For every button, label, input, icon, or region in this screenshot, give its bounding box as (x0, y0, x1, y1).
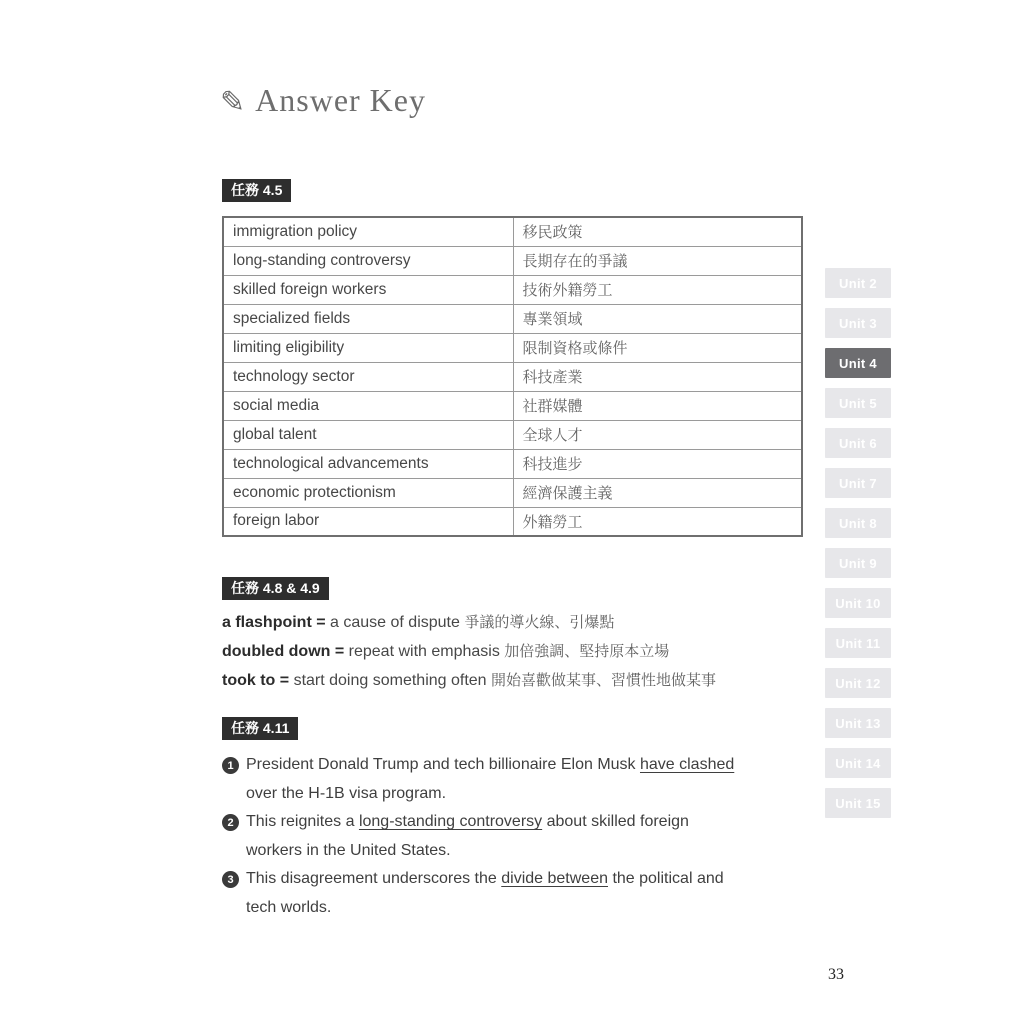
unit-tab-unit-8: Unit 8 (825, 508, 891, 538)
definition-text: start doing something often (293, 672, 492, 689)
vocab-row (223, 333, 802, 362)
sentence-segment: over the H-1B visa program. (246, 784, 447, 802)
vocab-row (223, 507, 802, 536)
unit-tab-unit-2: Unit 2 (825, 268, 891, 298)
task-badge-4-8-4-9: 任務 4.8 & 4.9 (222, 577, 329, 600)
definition-line (222, 666, 822, 695)
vocab-row (223, 304, 802, 333)
vocab-english-cell: long-standing controversy (223, 246, 513, 275)
underlined-phrase: divide between (501, 870, 608, 887)
vocab-english-cell: limiting eligibility (223, 333, 513, 362)
sentence-text (246, 751, 802, 808)
unit-tab-unit-5: Unit 5 (825, 388, 891, 418)
sentence-item (222, 865, 812, 922)
vocab-english-cell: technology sector (223, 362, 513, 391)
pencil-icon: ✎ (220, 85, 246, 119)
definition-term: took to = (222, 672, 294, 689)
vocab-english-cell: global talent (223, 420, 513, 449)
sentence-segment: President Donald Trump and tech billionaire Elon Musk (246, 756, 640, 773)
definition-line (222, 637, 822, 666)
sentence-number-badge: 3 (222, 871, 239, 888)
vocab-row (223, 217, 802, 246)
vocab-english-cell: social media (223, 391, 513, 420)
vocab-row (223, 420, 802, 449)
definition-term: doubled down = (222, 643, 349, 660)
underlined-phrase: long-standing controversy (358, 813, 543, 830)
vocab-row (223, 391, 802, 420)
sentence-number-badge: 2 (222, 814, 239, 831)
vocab-chinese-cell: 科技進步 (513, 449, 802, 478)
definition-chinese: 加倍強調、堅持原本立場 (504, 643, 670, 660)
sentence-segment: the political and (608, 870, 724, 887)
unit-tab-unit-9: Unit 9 (825, 548, 891, 578)
task-badge-4-11: 任務 4.11 (222, 717, 298, 740)
vocab-row (223, 246, 802, 275)
unit-tab-unit-13: Unit 13 (825, 708, 891, 738)
vocab-chinese-cell: 技術外籍勞工 (513, 275, 802, 304)
vocab-chinese-cell: 科技產業 (513, 362, 802, 391)
sentence-segment: workers in the United States. (246, 841, 451, 859)
sentence-segment: This disagreement underscores the (246, 870, 502, 887)
vocab-chinese-cell: 全球人才 (513, 420, 802, 449)
vocab-chinese-cell: 外籍勞工 (513, 507, 802, 536)
sentence-segment: tech worlds. (246, 898, 332, 916)
sentence-item (222, 751, 812, 808)
unit-tab-unit-7: Unit 7 (825, 468, 891, 498)
vocab-chinese-cell: 限制資格或條件 (513, 333, 802, 362)
vocab-english-cell: economic protectionism (223, 478, 513, 507)
vocab-chinese-cell: 經濟保護主義 (513, 478, 802, 507)
vocab-row (223, 449, 802, 478)
vocab-english-cell: immigration policy (223, 217, 513, 246)
vocab-row (223, 362, 802, 391)
definition-term: a flashpoint = (222, 614, 331, 631)
vocab-row (223, 275, 802, 304)
definition-chinese: 爭議的導火線、引爆點 (464, 614, 615, 631)
vocab-chinese-cell: 長期存在的爭議 (513, 246, 802, 275)
unit-tab-unit-14: Unit 14 (825, 748, 891, 778)
vocab-chinese-cell: 社群媒體 (513, 391, 802, 420)
vocab-english-cell: skilled foreign workers (223, 275, 513, 304)
vocab-table (222, 216, 803, 537)
sentence-text (246, 865, 802, 922)
unit-tab-unit-10: Unit 10 (825, 588, 891, 618)
sentence-text (246, 808, 802, 865)
page-title (220, 82, 426, 119)
definition-chinese: 開始喜歡做某事、習慣性地做某事 (491, 672, 717, 689)
vocab-row (223, 478, 802, 507)
definition-text: repeat with emphasis (348, 643, 505, 660)
page-title-text: Answer Key (255, 82, 426, 118)
sentence-segment: This reignites a (246, 813, 359, 830)
unit-tab-unit-6: Unit 6 (825, 428, 891, 458)
vocab-chinese-cell: 專業領域 (513, 304, 802, 333)
task-badge-4-5: 任務 4.5 (222, 179, 291, 202)
vocab-english-cell: technological advancements (223, 449, 513, 478)
definition-line (222, 608, 822, 637)
underlined-phrase: have clashed (639, 756, 735, 773)
definitions-list (222, 608, 822, 695)
vocab-chinese-cell: 移民政策 (513, 217, 802, 246)
page-number: 33 (828, 966, 844, 983)
sentence-item (222, 808, 812, 865)
unit-tab-unit-3: Unit 3 (825, 308, 891, 338)
vocab-table-body (223, 217, 802, 536)
definition-text: a cause of dispute (330, 614, 465, 631)
unit-tab-unit-15: Unit 15 (825, 788, 891, 818)
unit-tab-unit-4: Unit 4 (825, 348, 891, 378)
sentence-number-badge: 1 (222, 757, 239, 774)
unit-tab-unit-11: Unit 11 (825, 628, 891, 658)
unit-sidebar (825, 268, 891, 818)
sentences-list (222, 751, 812, 922)
sentence-segment: about skilled foreign (542, 813, 689, 830)
vocab-english-cell: specialized fields (223, 304, 513, 333)
vocab-english-cell: foreign labor (223, 507, 513, 536)
unit-tab-unit-12: Unit 12 (825, 668, 891, 698)
